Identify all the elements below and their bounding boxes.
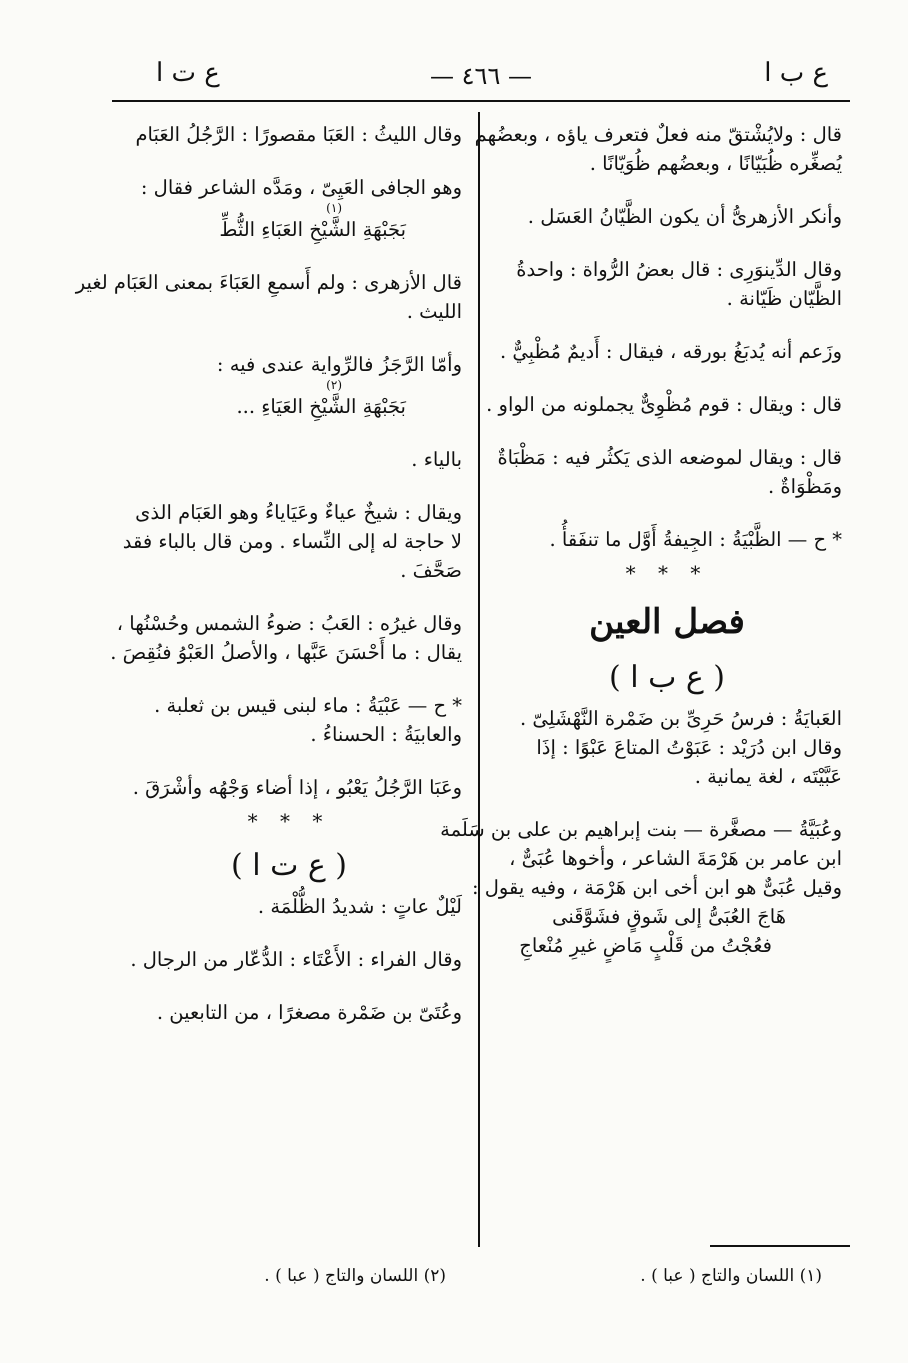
text-line: وقيل عُبَىٌّ هو ابن أخى ابن هَرْمَة ، وفيه يقول : — [471, 876, 842, 899]
page-number: — ٤٦٦ — — [430, 62, 532, 90]
verse-line: بَجَبْهَةِ الشَّيْخِ العَيَاءِ ... — [236, 395, 406, 418]
text-line: وقال الليثُ : العَبَا مقصورًا : الرَّجُلُ العَبَام — [135, 123, 462, 146]
verse-line: فعُجْتُ من قَلْبٍ مَاضٍ غيرِ مُنْعاجِ — [519, 934, 772, 957]
page-header — [112, 52, 850, 102]
text-line: يقال : ما أَحْسَنَ عَبَّها ، والأصلُ العَبْوُ فنُقِصَ . — [110, 641, 462, 664]
text-line: وعُبَيَّةُ — مصغَّرة — بنت إبراهيم بن على بن سَلَمة — [440, 818, 842, 841]
text-line: * ح — عَبْيَةُ : ماء لبنى قيس بن ثعلبة . — [154, 694, 462, 717]
text-line: يُصغِّره ظُبَيّانًا ، وبعضُهم ظُوَيّانًا . — [589, 152, 842, 175]
text-line: وقال الفراء : الأَعْتَاء : الدُّعّار من الرجال . — [130, 948, 462, 971]
text-line: قال الأزهرى : ولم أَسمعِ العَبَاءَ بمعنى العَبَام لغير — [75, 271, 462, 294]
verse-line: بَجَبْهَةِ الشَّيْخِ العَبَاءِ الثُّطِّ — [219, 218, 406, 241]
text-line: * ح — الظَّبْيَةُ : الجِيفةُ أَوَّل ما تنفَقأُ . — [549, 528, 842, 551]
text-line: وهو الجافى العَيِىّ ، ومَدَّه الشاعر فقال : — [140, 176, 462, 199]
header-root-right: ع ب ا — [764, 58, 828, 88]
section-separator: * * * — [625, 561, 709, 585]
footnote-1: (١) اللسان والتاج ( عبا ) . — [640, 1266, 822, 1286]
text-line: الليث . — [406, 300, 462, 323]
text-line: وعَبَا الرَّجُلُ يَعْبُو ، إذا أضاء وَجْهُه وأشْرَقَ . — [132, 776, 462, 799]
text-line: وقال غيرُه : العَبُ : ضوءُ الشمس وحُسْنُها ، — [116, 612, 462, 635]
footnote-2: (٢) اللسان والتاج ( عبا ) . — [264, 1266, 446, 1286]
root-heading: ( ع ب ا ) — [608, 660, 726, 695]
text-line: ويقال : شيخٌ عياءٌ وعَيَاياءُ وهو العَبَام الذى — [135, 501, 462, 524]
footnote-marker: (٢) — [326, 378, 342, 392]
text-line: وعُتَىّ بن ضَمْرة مصغرًا ، من التابعين . — [156, 1001, 462, 1024]
text-line: لَيْلٌ عاتٍ : شديدُ الظُّلْمَة . — [257, 895, 462, 918]
text-line: الظَّيّان ظَيّانة . — [726, 287, 842, 310]
section-separator: * * * — [247, 809, 331, 833]
footnote-divider — [710, 1245, 850, 1247]
column-divider — [478, 112, 480, 1247]
header-divider — [112, 100, 850, 102]
text-line: والعابيَةُ : الحسناءُ . — [310, 723, 462, 746]
text-line: وقال الدِّينوَرِى : قال بعضُ الرُّواة : واحدةُ — [516, 258, 842, 281]
left-column — [75, 120, 462, 1027]
text-line: لا حاجة له إلى النِّساء . ومن قال بالباء فقد — [122, 530, 462, 553]
text-line: وزَعم أنه يُدبَغُ بورقه ، فيقال : أَديمٌ مُظْبِيٌّ . — [499, 340, 842, 363]
text-line: ابن عامر بن هَرْمَةَ الشاعر ، وأخوها عُبَىٌّ ، — [509, 847, 842, 870]
text-line: قال : ويقال لموضعه الذى يَكثُر فيه : مَظْبَاةٌ — [497, 446, 842, 469]
text-line: بالياء . — [411, 448, 462, 471]
text-line: عَبَّيْتَه ، لغة يمانية . — [694, 765, 842, 788]
root-heading: ( ع ت ا ) — [230, 848, 348, 883]
footnote-marker: (١) — [326, 201, 342, 215]
text-line: وقال ابن دُرَيْد : عَبَوْتُ المتاعَ عَبْوًا : إذَا — [536, 736, 842, 759]
text-line: العَبايَةُ : فرسُ حَرِىِّ بن ضَمْرة النَّهْشَلِىّ . — [519, 707, 842, 730]
text-line: ومَظْوَاةٌ . — [768, 475, 842, 498]
verse-line: هَاجَ العُبَىُّ إلى شَوقٍ فشَوَّقَنى — [552, 905, 786, 928]
section-title: فصل العين — [589, 602, 745, 642]
text-line: قال : ويقال : قوم مُظْوِىٌّ يجملونه من الواو . — [486, 393, 842, 416]
right-column — [440, 120, 842, 960]
header-root-left: ع ت ا — [156, 58, 220, 88]
text-line: وأمّا الرَّجَزُ فالرِّواية عندى فيه : — [216, 353, 462, 376]
text-line: صَحَّفَ . — [400, 559, 462, 582]
text-line: قال : ولايُشْتقّ منه فعلٌ فتعرف ياؤه ، وبعضُهم — [474, 123, 842, 146]
text-line: وأنكر الأزهرىُّ أن يكون الظَّيّانُ العَسَل . — [527, 205, 842, 228]
